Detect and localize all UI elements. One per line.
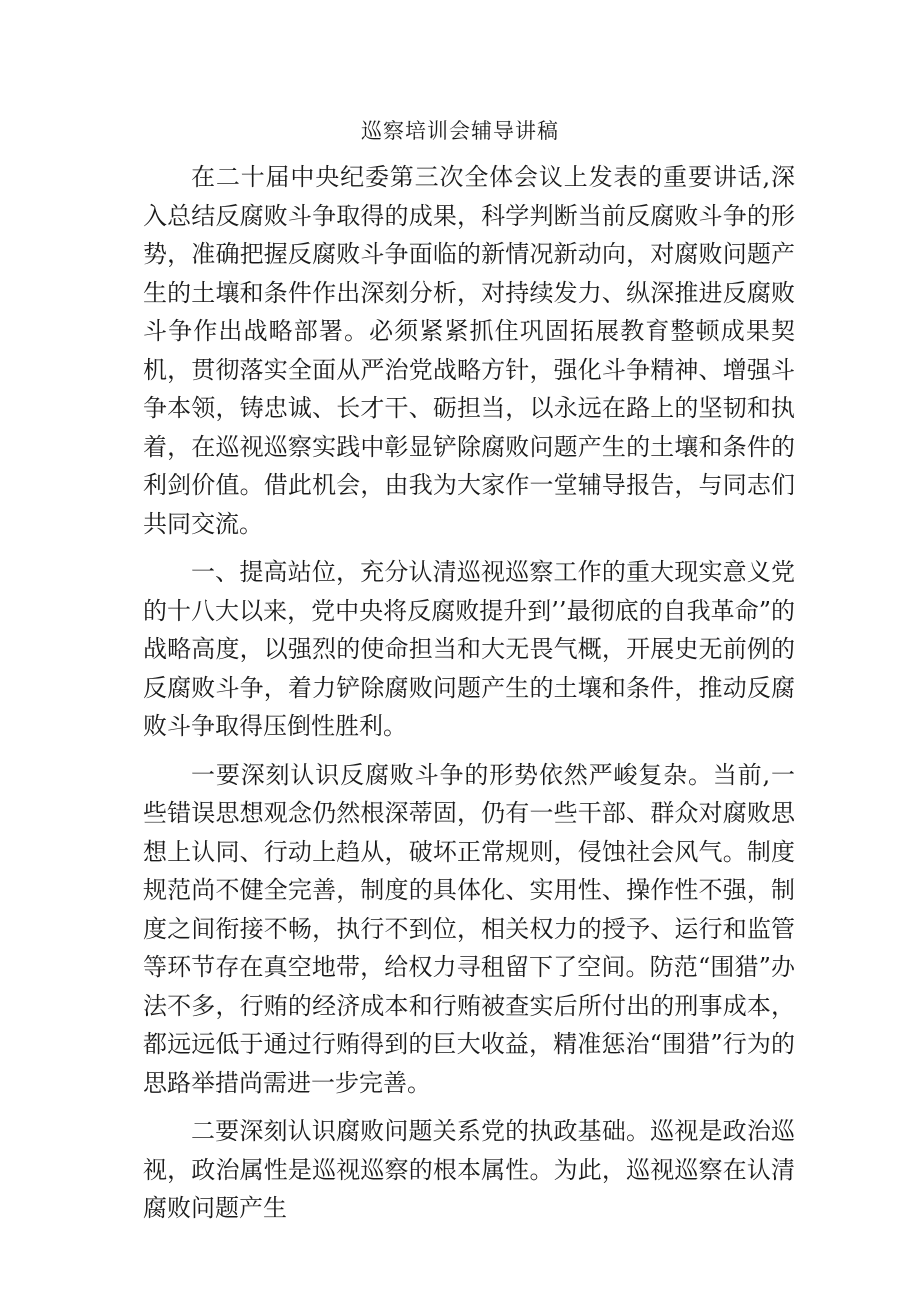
paragraph-point-two: 二要深刻认识腐败问题关系党的执政基础。巡视是政治巡视，政治属性是巡视巡察的根本属性。为此，巡视巡察在认清腐败问题产生 (143, 1117, 795, 1222)
paragraph-section-one: 一、提高站位，充分认清巡视巡察工作的重大现实意义党的十八大以来，党中央将反腐败提升到’’最彻底的自我革命”的战略高度，以强烈的使命担当和大无畏气概，开展史无前例的反腐败斗争，着力铲除腐败问题产生的土壤和条件，推动反腐败斗争取得压倒性胜利。 (143, 558, 795, 740)
document-body (143, 158, 795, 1228)
paragraph-point-one: 一要深刻认识反腐败斗争的形势依然严峻复杂。当前,一些错误思想观念仍然根深蒂固，仍有一些干部、群众对腐败思想上认同、行动上趋从，破坏正常规则，侵蚀社会风气。制度规范尚不健全完善，制度的具体化、实用性、操作性不强，制度之间衔接不畅，执行不到位，相关权力的授予、运行和监管等环节存在真空地带，给权力寻租留下了空间。防范“围猎”办法不多，行贿的经济成本和行贿被查实后所付出的刑事成本，都远远低于通过行贿得到的巨大收益，精准惩治“围猎”行为的思路举措尚需进一步完善。 (143, 760, 795, 1097)
paragraph-intro: 在二十届中央纪委第三次全体会议上发表的重要讲话,深入总结反腐败斗争取得的成果，科学判断当前反腐败斗争的形势，准确把握反腐败斗争面临的新情况新动向，对腐败问题产生的土壤和条件作出深刻分析，对持续发力、纵深推进反腐败斗争作出战略部署。必须紧紧抓住巩固拓展教育整顿成果契机，贯彻落实全面从严治党战略方针，强化斗争精神、增强斗争本领，铸忠诚、长才干、砺担当，以永远在路上的坚韧和执着，在巡视巡察实践中彰显铲除腐败问题产生的土壤和条件的利剑价值。借此机会，由我为大家作一堂辅导报告，与同志们共同交流。 (143, 163, 795, 538)
document-title: 巡察培训会辅导讲稿 (361, 119, 559, 143)
